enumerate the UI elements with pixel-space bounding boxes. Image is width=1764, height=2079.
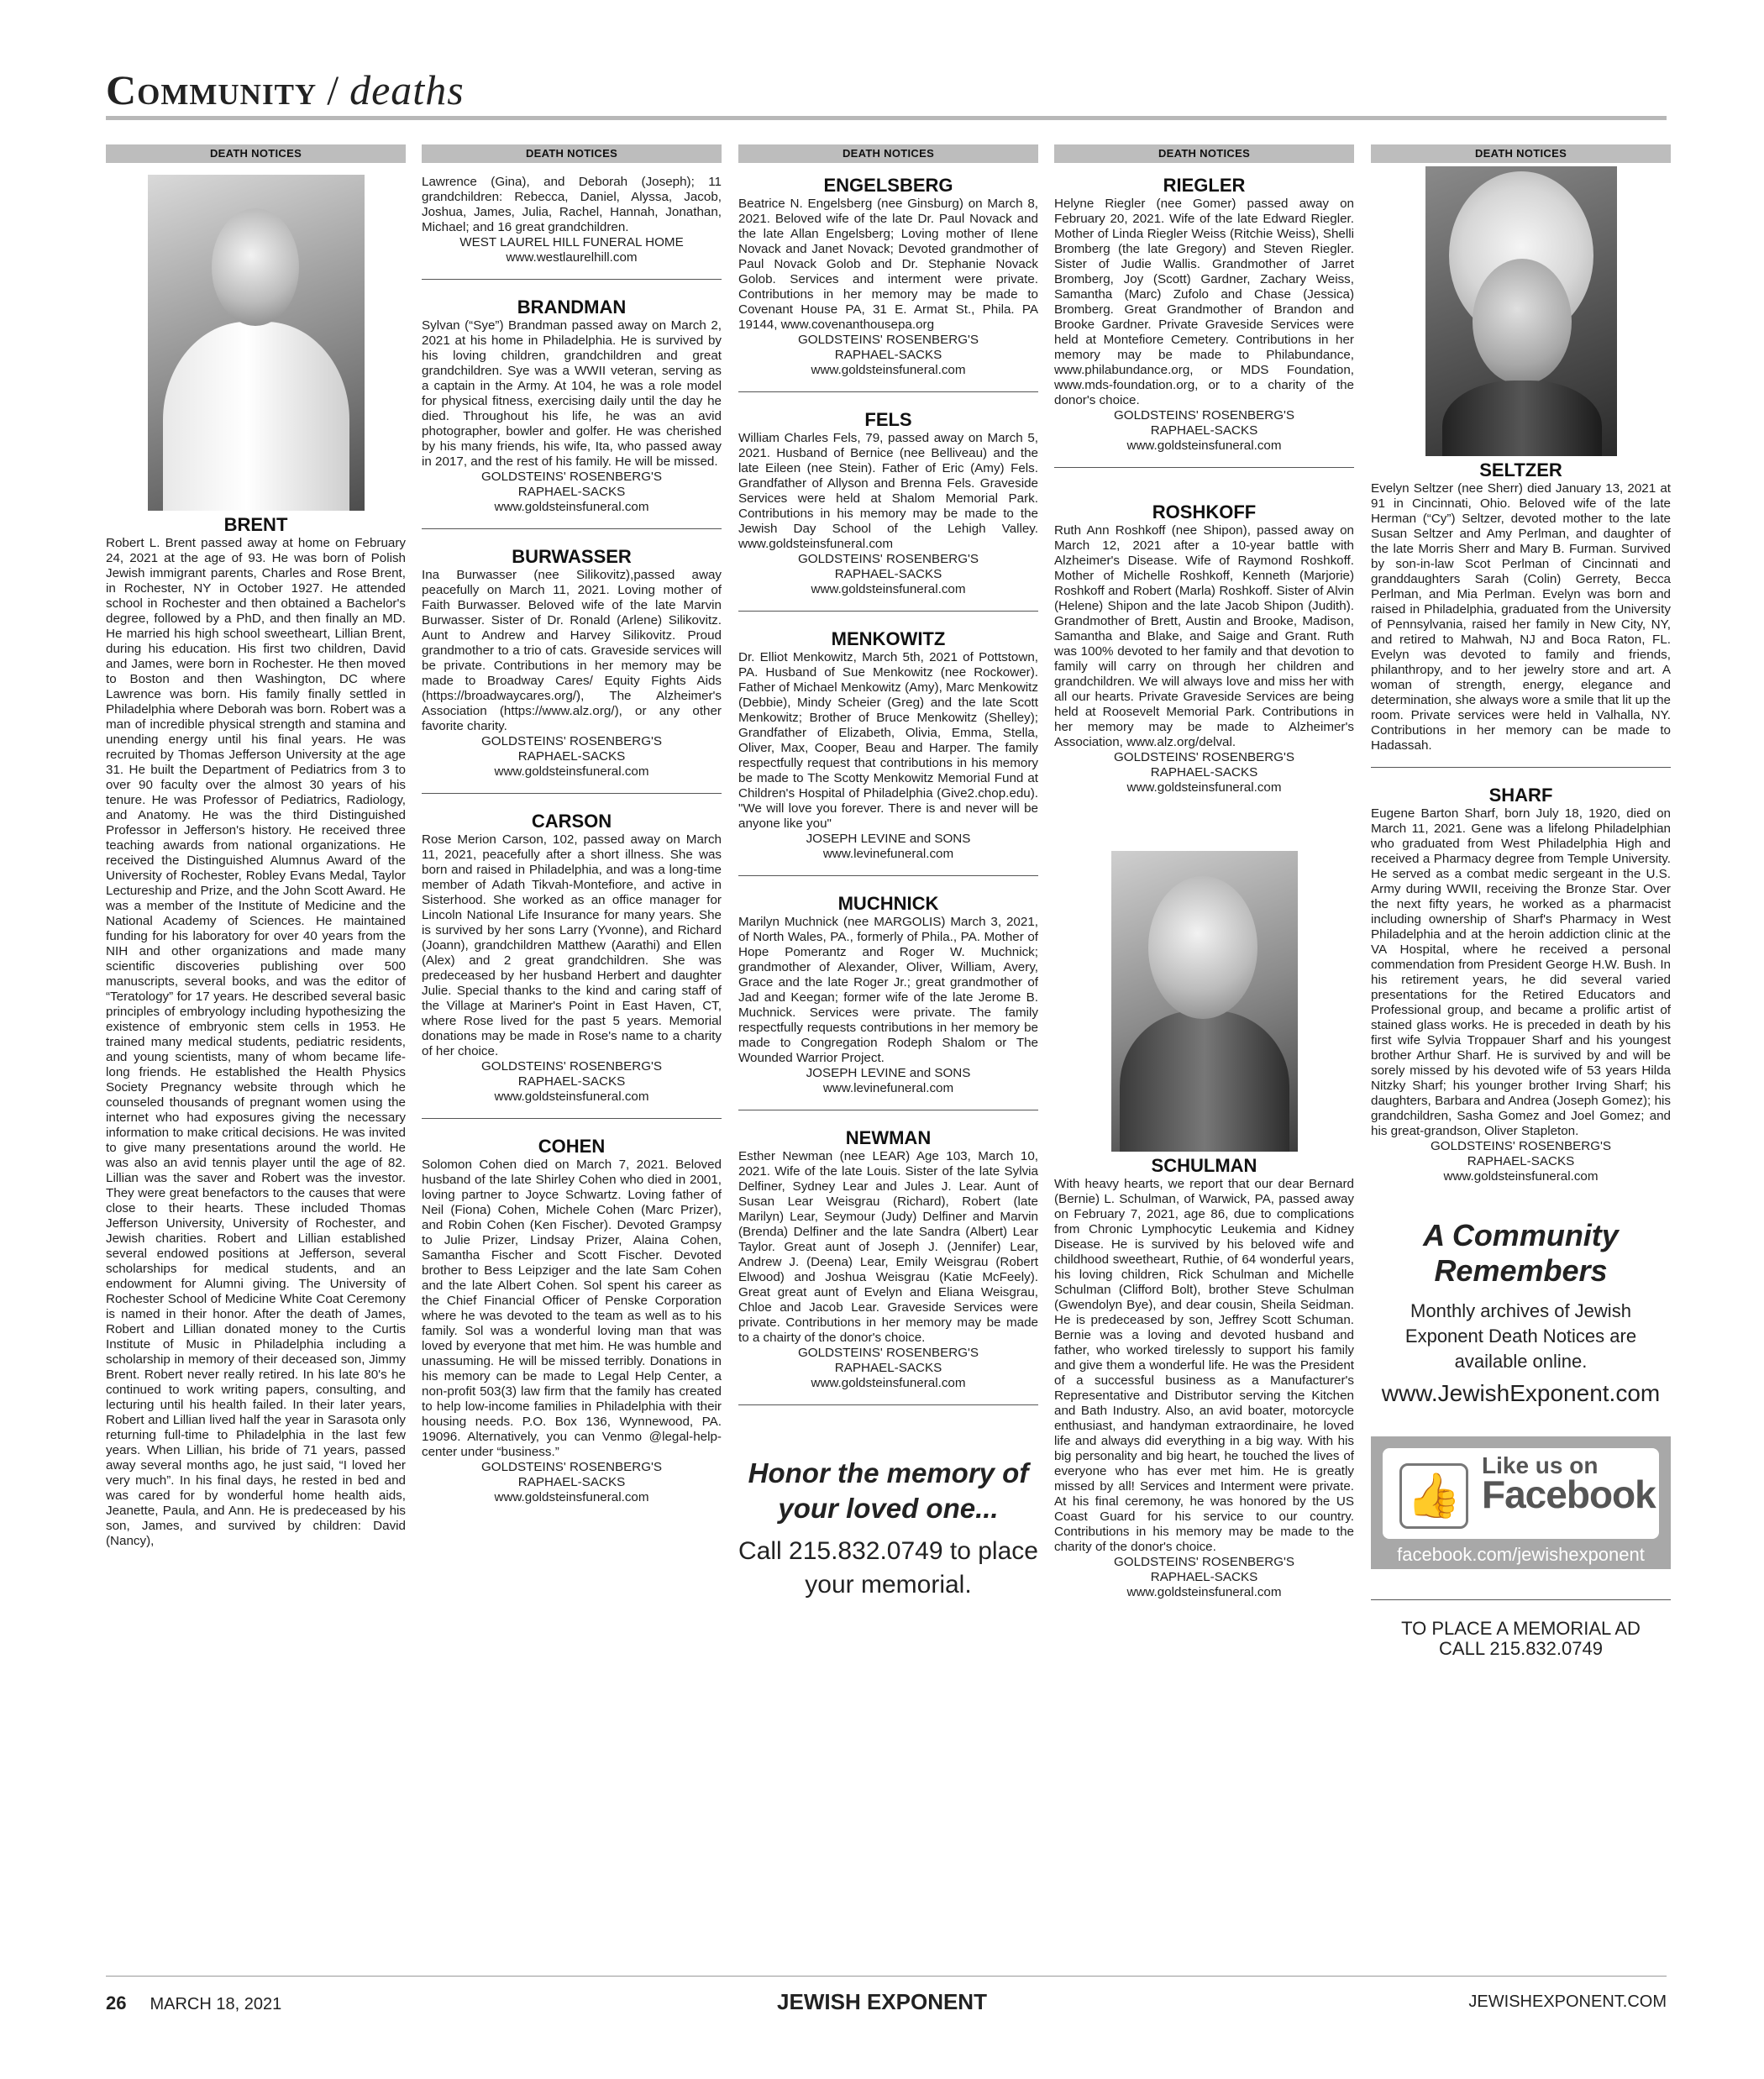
facebook-like-text: Like us on [1482,1452,1599,1478]
facebook-ad[interactable] [1371,1436,1671,1569]
obituary-text: Robert L. Brent passed away at home on February 24, 2021 at the age of 93. He was born of Polish Jewish immigrant parents, Charles and Rose Brent, in Rochester, NY in October 1927. He attended school in Rochester and then obtained a Bachelor's degree, followed by a PhD, and then finally an MD. He married his high school sweetheart, Lillian Brent, during his education. His first two children, David and James, were born in Rochester. He then moved to Boston and then Washington, DC where Lawrence was born. His family finally settled in Philadelphia where Deborah was born. Robert was a man of incredible physical strength and stamina and unending energy until his final years. He was recruited by Thomas Jefferson University at the age 31. He built the Department of Pediatrics from 3 to over 90 faculty over the almost 30 years of his tenure. He was Professor of Pediatrics, Radiology, and Anatomy. He was the third Distinguished Professor in Jefferson's history. He received three teaching awards from national organizations. He received the Distinguished Alumnus Award of the University of Rochester, Robley Evans Medal, Taylor Lectureship and Prize, and the John Scott Award. He was a member of the Institute of Medicine and the National Academy of Sciences. He maintained funding for his laboratory for over 40 years from the NIH and other organizations and made many scientific discoveries publishing over 500 manuscripts, several books, and was the editor of “Teratology” for 17 years. He described several basic principles of embryology including hypothesizing the existence of embryonic stem cells in 1953. He trained many medical students, pediatric residents, and young scientists, many of whom became life-long friends. He established the Health Physics Society Pregnancy website through which he counseled thousands of pregnant women using the internet who had exposures giving the necessary information to make critical decisions. He was invited to give many presentations around the world. He was also an avid tennis player until the age of 82. Lillian was the saver and Robert was the investor. They were great benefactors to the causes that were close to their hearts. These included Thomas Jefferson University, University of Rochester, and Jewish charities. Robert and Lillian established several endowed positions at Jefferson, several scholarships for medical students, and an endowment for Alumni giving. The University of Rochester School of Medicine White Coat Ceremony is named in their honor. After the death of James, Robert and Lillian donated money to the Curtis Institute of Music in Philadelphia including a scholarship in memory of their deceased son, Jimmy Brent. Robert never really retired. In his late 80's he continued to work writing papers, consulting, and lecturing until his health failed. In their later years, Robert and Lillian lived half the year in Sarasota only returning full-time to Philadelphia in the last few years. When Lillian, his bride of 71 years, passed away several months ago, he just said, “I loved her very much”. In his final days, he rested in bed and was cared for by wonderful home health aids, Jeanette, Paula, and Ann. He is predeceased by his son, James, and survived by children: David (Nancy), [106,536,406,1548]
obituary-text: Dr. Elliot Menkowitz, March 5th, 2021 of Pottstown, PA. Husband of Sue Menkowitz (nee Rockower). Father of Michael Menkowitz (Amy), Marc Menkowitz (Debbie), Mindy Scheier (Greg) and the late Scott Menkowitz; Brother of Bruce Menkowitz (Shelley); Grandfather of Elizabeth, Olivia, Emma, Stella, Oliver, Max, Cooper, Beau and Harper. The family respectfully request that contributions in his memory be made to The Scotty Menkowitz Memorial Fund at Children's Hospital of Philadelphia (Give2.chop.edu). "We will love you forever. There is and never will be anyone like you" [738,650,1038,831]
seltzer-photo [1425,166,1617,456]
obituary-text: Esther Newman (nee LEAR) Age 103, March 10, 2021. Wife of the late Louis. Sister of the late Sylvia Delfiner, Sydney Lear and Jules J. Lear. Aunt of Susan Lear Weisgrau (Richard), Robert (late Marilyn) Lear, Seymour (Judy) Delfiner and Marvin (Brenda) Delfiner and the late Sandra (Albert) Lear Taylor. Great aunt of Joseph J. (Jennifer) Lear, Andrew J. (Deena) Lear, Emily Weisgrau (Robert Elwood) and Joshua Weisgrau (Katie McFeely). Great great aunt of Evelyn and Eliana Weisgrau, Chloe and Jacob Lear. Graveside Services were private. Contributions in her memory may be made to a chairty of the donor's choice. [738,1149,1038,1345]
obituary-text: Solomon Cohen died on March 7, 2021. Beloved husband of the late Shirley Cohen who died in 2001, loving partner to Joyce Schwartz. Loving father of Neil (Fiona) Cohen, Michele Cohen (Marc Prizer), and Robin Cohen (Ken Fischer). Devoted Grampsy to Julie Prizer, Lindsay Prizer, Alaina Cohen, Samantha Fischer and Scott Fischer. Devoted brother to Bess Leipziger and the late Sam Cohen and the late Albert Cohen. Sol spent his career as the Chief Financial Officer of Penske Corporation where he was devoted to the team as well as to his family. Sol was a wonderful loving man that was loved by everyone that met him. He was humble and unassuming. He will be missed terribly. Donations in his memory can be made to Legal Help Center, a non-profit 503(3) law firm that the family has created to help low-income families in Philadelphia with their housing needs. P.O. Box 136, Wynnewood, PA. 19096. Alternatively, you can Venmo @legal-help-center under “business.” [422,1158,722,1459]
divider [1371,767,1671,768]
obituary-name: ROSHKOFF [1152,501,1257,522]
funeral-home: RAPHAEL-SACKS [834,1361,942,1375]
facebook-name: Facebook [1482,1473,1656,1516]
website[interactable]: JEWISHEXPONENT.COM [1468,1992,1667,2011]
funeral-home-url: www.goldsteinsfuneral.com [1126,780,1282,795]
divider [422,279,722,280]
obituary-name: SHARF [1488,785,1553,806]
issue-date: MARCH 18, 2021 [150,1995,282,2013]
facebook-url[interactable]: facebook.com/jewishexponent [1397,1544,1645,1565]
funeral-home-url: www.goldsteinsfuneral.com [1126,438,1282,453]
obituary-name: NEWMAN [845,1127,932,1148]
death-notices-header: DEATH NOTICES [1054,144,1354,163]
funeral-home-url: www.goldsteinsfuneral.com [1443,1169,1599,1184]
obituary-name: BURWASSER [512,546,632,567]
funeral-home: RAPHAEL-SACKS [1150,1570,1258,1584]
funeral-home: GOLDSTEINS' ROSENBERG'S [1113,750,1295,764]
funeral-home-url: www.goldsteinsfuneral.com [494,500,649,514]
memorial-line-2: CALL 215.832.0749 [1439,1638,1603,1659]
brent-photo [148,175,365,511]
funeral-home-url: www.goldsteinsfuneral.com [811,363,966,377]
honor-memory-ad [738,1456,1038,1602]
obituary-name: BRANDMAN [517,297,627,318]
funeral-home: JOSEPH LEVINE and SONS [806,1066,971,1080]
memorial-ad [1371,1599,1671,1659]
divider [738,611,1038,612]
honor-call: Call 215.832.0749 to place your memorial. [738,1537,1038,1599]
top-rule [106,116,1667,120]
divider [422,528,722,529]
funeral-home-url: www.goldsteinsfuneral.com [1126,1585,1282,1599]
divider [422,793,722,794]
death-notices-header: DEATH NOTICES [106,144,406,163]
obituary-name: RIEGLER [1163,175,1246,196]
schulman-photo [1111,851,1298,1152]
section-separator: / [327,66,340,113]
obituary-name: MENKOWITZ [831,628,946,649]
obituary-text: Sylvan (“Sye”) Brandman passed away on March 2, 2021 at his home in Philadelphia. He is survived by his loving children, grandchildren and great grandchildren. Sye was a WWII veteran, serving as a captain in the Army. At 104, he was a role model for physical fitness, exercising daily until the day he died. Throughout his life, he was an avid photographer, bowler and golfer. He was cherished by his many friends, his wife, Ita, who passed away in 2017, and the rest of his family. He will be missed. [422,318,722,469]
funeral-home-url: www.goldsteinsfuneral.com [811,1376,966,1390]
obituary-name: FELS [864,409,912,430]
obituary-text: Marilyn Muchnick (nee MARGOLIS) March 3, 2021, of North Wales, PA., formerly of Phila., PA. Mother of Hope Pomerantz and Roger W. Muchnick; grandmother of Alexander, Oliver, William, Avery, Grace and the late Roger Jr.; great grandmother of Jad and Keegan; former wife of the late Jerome B. Muchnick. Services were private. The family respectfully requests contributions in her memory be made to Congregation Rodeph Shalom or The Wounded Warrior Project. [738,915,1038,1065]
obituary-text: William Charles Fels, 79, passed away on March 5, 2021. Husband of Bernice (nee Belliveau) and the late Eileen (nee Stein). Father of Eric (Amy) Fels. Grandfather of Allyson and Brenna Fels. Graveside Services were held at Shalom Memorial Park. Contributions in his memory may be made to the Jewish Day School of the Lehigh Valley. www.goldsteinsfuneral.com [738,431,1038,551]
funeral-home: JOSEPH LEVINE and SONS [806,832,971,846]
section-subtitle: deaths [349,66,465,113]
funeral-home: GOLDSTEINS' ROSENBERG'S [480,470,663,484]
obituary-name: SELTZER [1479,459,1562,480]
obituary-name: ENGELSBERG [823,175,953,196]
honor-title: Honor the memory of your loved one... [748,1457,1029,1524]
funeral-home: RAPHAEL-SACKS [1150,765,1258,780]
facebook-ad-inner [1383,1448,1659,1539]
obituary-name: CARSON [531,811,612,832]
obituary-name: MUCHNICK [837,893,939,914]
funeral-home: RAPHAEL-SACKS [1150,423,1258,438]
funeral-home: RAPHAEL-SACKS [834,348,942,362]
divider [422,1118,722,1119]
divider [738,391,1038,392]
death-notices-header: DEATH NOTICES [1371,144,1671,163]
funeral-home: RAPHAEL-SACKS [1467,1154,1575,1168]
funeral-home: RAPHAEL-SACKS [517,749,626,764]
obituary-text: Rose Merion Carson, 102, passed away on March 11, 2021, peacefully after a short illness. She was born and raised in Philadelphia, and was a long-time member of Adath Tikvah-Montefiore, and active in Sisterhood. She worked as an office manager for Lincoln National Life Insurance for many years. She is survived by her sons Larry (Yvonne), and Richard (Joann), grandchildren Matthew (Aarathi) and Ellen (Alex) and 2 great grandchildren. She was predeceased by her husband Herbert and daughter Julie. Special thanks to the kind and caring staff of the Village at Mariner's Point in East Haven, CT, where Rose lived for the past 5 years. Memorial donations may be made in Rose's name to a charity of her choice. [422,832,722,1058]
page-number: 26 [106,1992,127,2013]
funeral-home: GOLDSTEINS' ROSENBERG'S [1430,1139,1612,1153]
divider [738,1404,1038,1405]
obituary-name: COHEN [538,1136,606,1157]
funeral-home-url: www.goldsteinsfuneral.com [494,1089,649,1104]
funeral-home: GOLDSTEINS' ROSENBERG'S [480,1460,663,1474]
divider [1054,467,1354,468]
funeral-home-url: www.levinefuneral.com [822,847,954,861]
column-5 [1371,144,1671,1659]
memorial-line-1: TO PLACE A MEMORIAL AD [1401,1618,1641,1639]
section-title [106,66,465,114]
death-notices-header: DEATH NOTICES [738,144,1038,163]
obituary-name: SCHULMAN [1151,1155,1257,1176]
obituary-text: Eugene Barton Sharf, born July 18, 1920, died on March 11, 2021. Gene was a lifelong Philadelphian who graduated from West Philadelphia High and received a Pharmacy degree from Temple University. He served as a combat medic sergeant in the U.S. Army during WWII, receiving the Bronze Star. Over the next fifty years, he worked as a pharmacist including ownership of Sharf's Pharmacy in West Philadelphia and at the heroin addiction clinic at the VA Hospital, where he received a personal commendation from President George H.W. Bush. In his retirement years, he did several varied presentations for the Retired Educators and Professional group, and became a prolific artist of stained glass works. He is preceded in death by his first wife Sylvia Troppauer Sharf and his youngest brother Arthur Sharf. He is survived by and will be sorely missed by his devoted wife of 53 years Hilda Nitzky Sharf; his younger brother Irving Sharf; his daughters, Barbara and Andrea (Joseph Gomez); his grandchildren, Sasha Gomez and Joel Gomez; and his great-grandson, Oliver Stapleton. [1371,806,1671,1138]
footer-rule [106,1976,1667,1977]
obituary-text: Ruth Ann Roshkoff (nee Shipon), passed away on March 12, 2021 after a 10-year battle with Alzheimer's Disease. Wife of Raymond Roshkoff. Mother of Michelle Roshkoff, Kenneth (Marjorie) Roshkoff and Robert (Marla) Roshkoff. Sister of Alvin (Helene) Shipon and the late Jacob Shipon (Judith). Grandmother of Brett, Austin and Brooke, Madison, Samantha and Blake, and Saige and Grant. Ruth was 100% devoted to her family and that devotion to family will carry on through her children and grandchildren. We will always love and miss her with all our hearts. Private Graveside Services are being held at Roosevelt Memorial Park. Contributions in her memory may be made to Alzheimer's Association, www.alz.org/delval. [1054,523,1354,749]
funeral-home: RAPHAEL-SACKS [517,1475,626,1489]
obituary-text: Helyne Riegler (nee Gomer) passed away on February 20, 2021. Wife of the late Edward Riegler. Mother of Linda Riegler Weiss (Ritchie Weiss), Shelli Bromberg (the late Gregory) and Steven Riegler. Sister of Judie Wallis. Grandmother of Jarret Bromberg, Joy (Scott) Gardner, Zachary Weiss, Samantha (Marc) Zufolo and Chase (Jessica) Bromberg. Great Grandmother of Brandon and Brooke Gardner. Private Graveside Services were held at Montefiore Cemetery. Contributions in her memory may be made to Philabundance, www.philabundance.org, or MDS Foundation, www.mds-foundation.org, or to a charity of the donor's choice. [1054,197,1354,407]
funeral-home-url: www.goldsteinsfuneral.com [811,582,966,596]
column-3 [738,144,1038,1602]
obituary-text: Lawrence (Gina), and Deborah (Joseph); 11 grandchildren: Rebecca, Daniel, Alyssa, Jacob, Joshua, James, Julia, Rachel, Hannah, Jonathan, Michael; and 16 great grandchildren. [422,175,722,234]
community-text: Monthly archives of Jewish Exponent Death Notices are available online. [1404,1300,1637,1372]
death-notices-header: DEATH NOTICES [422,144,722,163]
funeral-home: RAPHAEL-SACKS [834,567,942,581]
column-2 [422,144,722,1505]
funeral-home: WEST LAUREL HILL FUNERAL HOME [459,235,684,249]
funeral-home: GOLDSTEINS' ROSENBERG'S [797,552,979,566]
divider [738,875,1038,876]
funeral-home-url: www.westlaurelhill.com [506,250,638,265]
funeral-home: GOLDSTEINS' ROSENBERG'S [797,333,979,347]
community-title: A Community Remembers [1423,1218,1619,1288]
obituary-text: Beatrice N. Engelsberg (nee Ginsburg) on March 8, 2021. Beloved wife of the late Dr. Paul Novack and the late Allan Engelsberg; Loving mother of Ilene Novack and Janet Novack; Devoted grandmother of Paul Novack Golob and Dr. Stephanie Novack Golob. Services and interment were private. Contributions in her memory may be made to Covenant House PA, 31 E. Armat St., Phila. PA 19144, www.covenanthousepa.org [738,197,1038,332]
newspaper-name: JEWISH EXPONENT [777,1989,987,2014]
section-name: Community [106,66,318,113]
column-1 [106,144,406,1549]
funeral-home: GOLDSTEINS' ROSENBERG'S [1113,1555,1295,1569]
column-4 [1054,144,1354,1600]
community-remembers-ad [1371,1218,1671,1406]
funeral-home-url: www.goldsteinsfuneral.com [494,764,649,779]
funeral-home: GOLDSTEINS' ROSENBERG'S [1113,408,1295,423]
obituary-text: Evelyn Seltzer (nee Sherr) died January 13, 2021 at 91 in Cincinnati, Ohio. Beloved wife of the late Herman (“Cy”) Seltzer, devoted mother to the late Susan Seltzer and Amy Perlman, and daughter of the late Morris Sherr and Mary B. Furman. Survived by son-in-law Scot Perlman of Cincinnati and granddaughters Sarah (Colin) Gerrety, Becca Perlman, and Mia Perlman. Evelyn was born and raised in Philadelphia, graduated from the University of Pennsylvania, raised her family in New City, NY, and retired to Mahwah, NJ and Boca Raton, FL. Evelyn was devoted to family and friends, philanthropy, and to her jewelry store and art. A woman of strength, energy, elegance and determination, she always wore a smile that lit up the room. Private services were held in Valhalla, NY. Contributions in her memory can be made to Hadassah. [1371,481,1671,753]
funeral-home: GOLDSTEINS' ROSENBERG'S [797,1346,979,1360]
funeral-home-url: www.goldsteinsfuneral.com [494,1490,649,1504]
obituary-text: Ina Burwasser (nee Silikovitz),passed away peacefully on March 11, 2021. Loving mother of Faith Burwasser. Beloved wife of the late Marvin Burwasser. Sister of Dr. Ronald (Arlene) Silikovitz. Aunt to Andrew and Harvey Silikovitz. Proud grandmother to a trio of cats. Graveside services will be private. Contributions in her memory may be made to Broadway Cares/ Equity Fights Aids (https://broadwaycares.org/), The Alzheimer's Association (https://www.alz.org/), or any other favorite charity. [422,568,722,733]
funeral-home: GOLDSTEINS' ROSENBERG'S [480,1059,663,1074]
funeral-home: GOLDSTEINS' ROSENBERG'S [480,734,663,748]
funeral-home-url: www.levinefuneral.com [822,1081,954,1095]
funeral-home: RAPHAEL-SACKS [517,1074,626,1089]
funeral-home: RAPHAEL-SACKS [517,485,626,499]
thumbs-up-icon: 👍 [1399,1463,1468,1529]
obituary-text: With heavy hearts, we report that our dear Bernard (Bernie) L. Schulman, of Warwick, PA, passed away on February 7, 2021, age 86, due to complications from Chronic Lymphocytic Leukemia and Kidney Disease. He is survived by his beloved wife and childhood sweetheart, Ruthie, of 64 wonderful years, his loving children, Rick Schulman and Michelle Schulman (Clifford Bolt), brother Steve Schulman (Gwendolyn Bye), and dear cousin, Sheila Seidman. He is predeceased by son, Jeffrey Scott Schuman. Bernie was a loving and devoted husband and father, who worked tirelessly to support his family and give them a wonderful life. He was the President of a successful business as a Manufacturer's Representative and Distributor serving the Kitchen and Bath Industry. Also, an avid boater, motorcycle enthusiast, and handyman extraordinaire, he loved life and always did everything in a big way. With his big personality and big heart, he touched the lives of everyone who has ever met him. He is greatly missed by all! Services and Interment were private. At his final ceremony, he was honored by the US Coast Guard for his service to our country. Contributions in his memory may be made to the charity of the donor's choice. [1054,1177,1354,1554]
obituary-name: BRENT [223,514,288,535]
community-url[interactable]: www.JewishExponent.com [1381,1380,1661,1406]
